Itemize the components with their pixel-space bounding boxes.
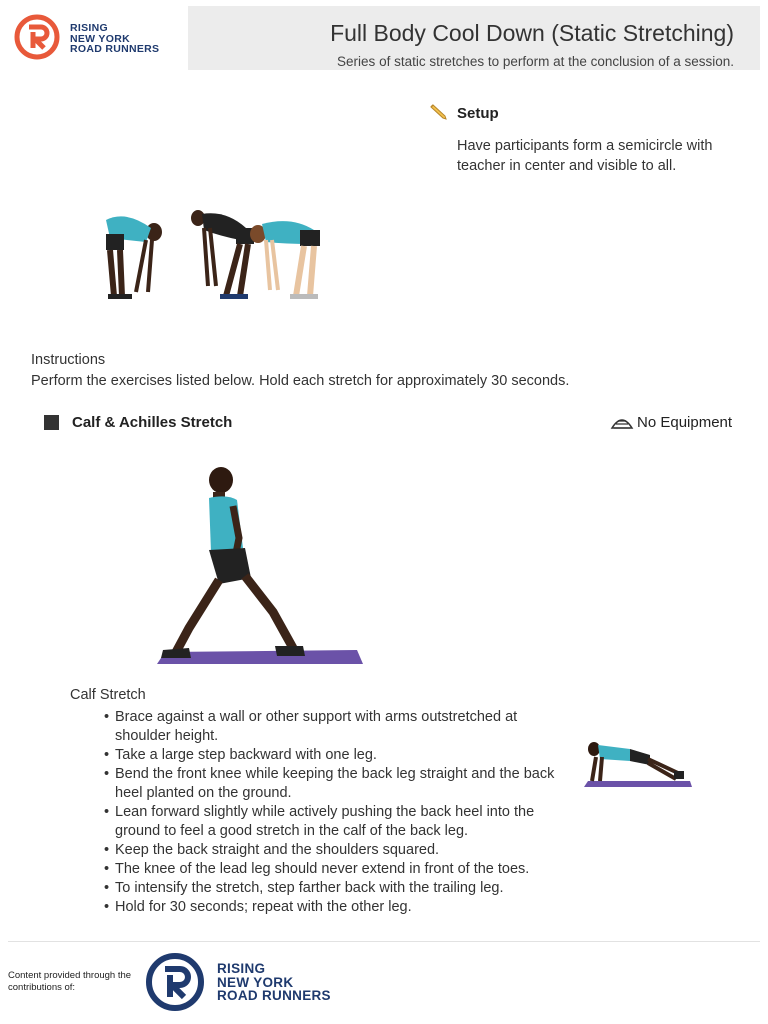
calf-stretch-photo xyxy=(145,460,370,672)
step-item: • Lean forward slightly while actively pushing the back heel into the ground to feel a good stretch in the calf of the back leg. xyxy=(104,803,574,841)
section-bullet xyxy=(44,415,59,430)
setup-text: Have participants form a semicircle with teacher in center and visible to all. xyxy=(457,138,713,174)
step-item: • The knee of the lead leg should never extend in front of the toes. xyxy=(104,860,574,879)
page-subtitle: Series of static stretches to perform at the conclusion of a session. xyxy=(337,54,734,69)
footer-brand-line-3: ROAD RUNNERS xyxy=(217,988,331,1003)
footer-brand-logo xyxy=(145,952,355,1012)
instructions-title: Instructions xyxy=(31,352,106,368)
equipment-label: No Equipment xyxy=(637,414,733,431)
brand-line-3: ROAD RUNNERS xyxy=(70,43,160,55)
step-item: • To intensify the stretch, step farther back with the trailing leg. xyxy=(104,879,574,898)
footer-brand-line-2: NEW YORK xyxy=(217,974,294,990)
rnyrr-logo-icon xyxy=(14,14,60,60)
footer-divider xyxy=(8,941,760,942)
step-item: • Take a large step backward with one leg. xyxy=(104,746,574,765)
calf-stretch-title: Calf Stretch xyxy=(70,687,146,703)
equipment-icon xyxy=(610,414,634,430)
instructions-text: Perform the exercises listed below. Hold each stretch for approximately 30 seconds. xyxy=(31,373,570,389)
plank-stretch-photo xyxy=(580,733,698,793)
rnyrr-logo-icon xyxy=(145,952,205,1012)
footer-brand-line-1: RISING xyxy=(217,961,266,976)
brand-line-1: RISING xyxy=(70,22,108,34)
step-item: • Bend the front knee while keeping the back leg straight and the back heel planted on the ground. xyxy=(104,765,574,803)
step-item: • Keep the back straight and the shoulders squared. xyxy=(104,841,574,860)
exercise-title: Calf & Achilles Stretch xyxy=(72,414,233,431)
pencil-icon xyxy=(429,104,449,122)
setup-title: Setup xyxy=(457,105,499,122)
header-panel xyxy=(188,6,760,70)
group-stretch-photo xyxy=(96,200,332,312)
page-title: Full Body Cool Down (Static Stretching) xyxy=(330,20,734,46)
step-item: • Brace against a wall or other support with arms outstretched at shoulder height. xyxy=(104,708,574,746)
brand-line-2: NEW YORK xyxy=(70,32,130,45)
footer-note: Content provided through the contributions of: xyxy=(8,970,132,993)
step-item: • Hold for 30 seconds; repeat with the other leg. xyxy=(104,898,574,917)
step-list xyxy=(104,708,574,917)
brand-logo xyxy=(14,14,184,60)
